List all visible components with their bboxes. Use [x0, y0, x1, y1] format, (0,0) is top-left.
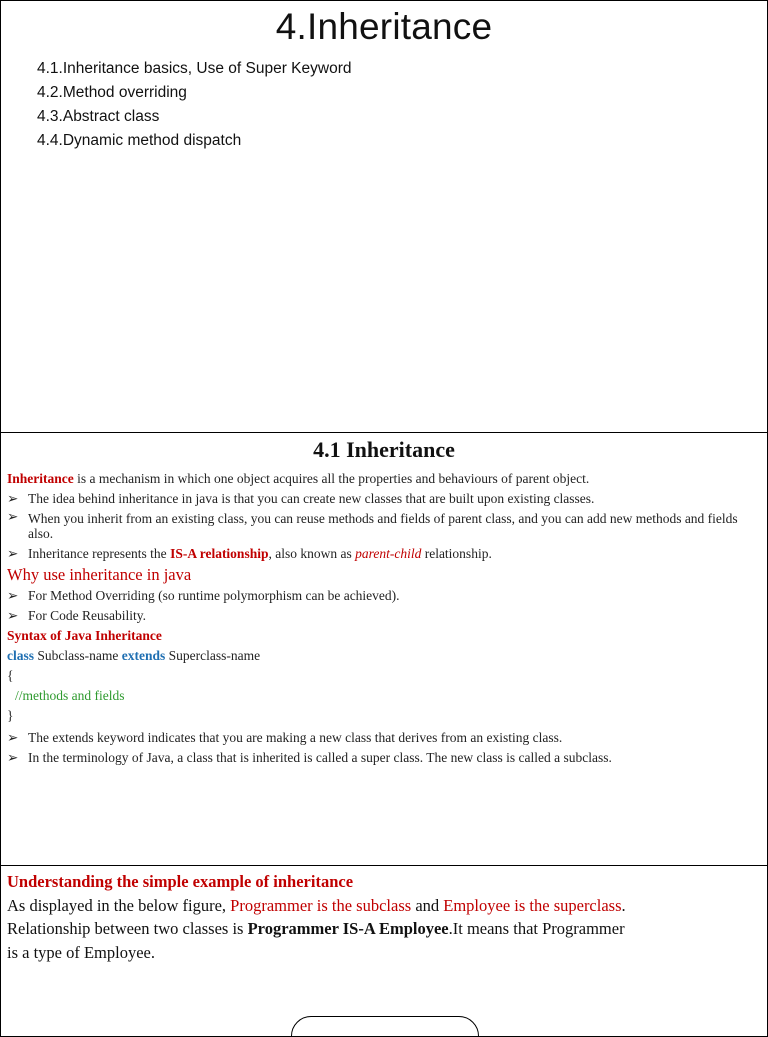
- example-paragraph: [7, 894, 727, 965]
- term-inheritance: Inheritance: [7, 471, 74, 486]
- arrow-bullet-icon: ➢: [7, 730, 19, 745]
- syntax-heading: Syntax of Java Inheritance: [7, 628, 162, 643]
- arrow-bullet-icon: ➢: [7, 588, 19, 603]
- bullet-item: [7, 489, 759, 509]
- arrow-bullet-icon: ➢: [7, 608, 19, 623]
- paragraph-text: is a type of Employee.: [7, 942, 156, 962]
- code-text: Subclass-name: [34, 648, 122, 663]
- keyword-class: class: [7, 648, 34, 663]
- code-text: Superclass-name: [165, 648, 261, 663]
- slide-2-body: [7, 469, 759, 768]
- example-heading: Understanding the simple example of inheritance: [7, 872, 354, 891]
- bullet-item: [7, 509, 759, 544]
- bullet-text: The extends keyword indicates that you are making a new class that derives from an existing class.: [28, 730, 563, 745]
- topic-list: [37, 57, 351, 153]
- superclass-phrase: Employee is the superclass: [443, 895, 622, 915]
- bullet-text: In the terminology of Java, a class that is inherited is called a super class. The new class is called a subclass.: [28, 750, 612, 765]
- slide-3-body: [7, 870, 727, 964]
- arrow-bullet-icon: ➢: [7, 491, 19, 506]
- bullet-text: For Method Overriding (so runtime polymorphism can be achieved).: [28, 588, 400, 603]
- paragraph-text: and: [411, 895, 444, 915]
- diagram-box-shape: [291, 1016, 479, 1037]
- topic-item: 4.2.Method overriding: [37, 84, 187, 101]
- bullet-text: Inheritance represents the: [28, 546, 171, 561]
- code-comment: //methods and fields: [15, 688, 125, 703]
- topic-item: 4.4.Dynamic method dispatch: [37, 132, 242, 149]
- bullet-item: [7, 544, 759, 564]
- why-heading: Why use inheritance in java: [7, 565, 192, 584]
- slide-1: [0, 0, 768, 433]
- bullet-text: For Code Reusability.: [28, 608, 146, 623]
- bullet-text: The idea behind inheritance in java is that you can create new classes that are built upon existing classes.: [28, 491, 595, 506]
- paragraph-text: As displayed in the below figure,: [7, 895, 231, 915]
- is-a-phrase: Programmer IS-A Employee: [247, 919, 449, 938]
- subclass-phrase: Programmer is the subclass: [230, 895, 412, 915]
- bullet-item: [7, 586, 759, 606]
- is-a-relationship-term: IS-A relationship: [170, 546, 269, 561]
- paragraph-text: Relationship between two classes is: [7, 919, 248, 938]
- bullet-item: [7, 728, 759, 748]
- arrow-bullet-icon: ➢: [7, 750, 19, 765]
- slide-1-title: 4.Inheritance: [275, 6, 493, 47]
- slide-3: [0, 865, 768, 1037]
- parent-child-term: parent-child: [355, 546, 422, 561]
- intro-paragraph: [7, 469, 759, 489]
- topic-item: 4.1.Inheritance basics, Use of Super Keyword: [37, 60, 352, 77]
- bullet-item: [7, 606, 759, 626]
- intro-text: is a mechanism in which one object acquires all the properties and behaviours of parent object.: [73, 471, 590, 486]
- bullet-item: [7, 748, 759, 768]
- arrow-bullet-icon: ➢: [7, 546, 19, 561]
- bullet-text: relationship.: [421, 546, 492, 561]
- bullet-text: , also known as: [268, 546, 356, 561]
- slide-2: [0, 432, 768, 866]
- arrow-bullet-icon: ➢: [7, 509, 19, 524]
- paragraph-text: .: [621, 895, 626, 915]
- keyword-extends: extends: [121, 648, 166, 663]
- code-line: {: [7, 668, 14, 683]
- code-line: }: [7, 708, 14, 723]
- slide-2-title: 4.1 Inheritance: [313, 437, 455, 462]
- bullet-text: When you inherit from an existing class, you can reuse methods and fields of parent class, and you can add new methods and fields also.: [28, 511, 738, 541]
- paragraph-text: .It means that Programmer: [448, 919, 625, 938]
- topic-item: 4.3.Abstract class: [37, 108, 160, 125]
- code-line: [7, 646, 759, 666]
